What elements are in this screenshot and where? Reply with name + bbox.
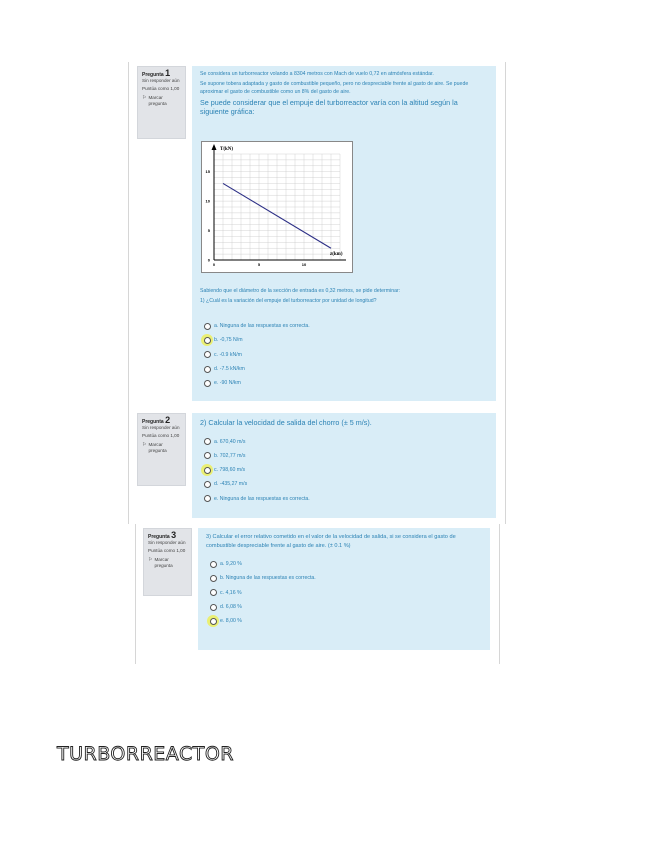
- thrust-altitude-chart: [201, 141, 353, 273]
- frame-line-right: [505, 62, 506, 524]
- question-score: Puntúa como 1,00: [142, 86, 180, 92]
- answer-option-label: a. 9,20 %: [220, 561, 242, 568]
- question-prompt: 3) Calcular el error relativo cometido en el valor de la velocidad de salida, si se considera el gasto de combustible despreciable frente al gasto de aire. (± 0.1 %): [206, 534, 456, 549]
- answer-option[interactable]: [204, 492, 488, 506]
- frame-line-left: [128, 62, 129, 524]
- answer-option-label: c. -0.9 kN/m: [214, 351, 242, 358]
- answer-option[interactable]: [210, 571, 482, 585]
- flag-question-label: Marcar pregunta: [154, 556, 173, 568]
- answer-option[interactable]: [210, 586, 482, 600]
- frame-line-left-lower: [135, 524, 136, 664]
- answer-option-label: c. 4,16 %: [220, 589, 242, 596]
- flag-icon: ⚐: [148, 556, 153, 563]
- question-status: Sin responder aún: [142, 78, 180, 84]
- y-tick-label: 15: [205, 169, 210, 175]
- answer-option[interactable]: [204, 319, 484, 333]
- answer-option-label: d. 6,08 %: [220, 604, 242, 611]
- flag-question-label: Marcar pregunta: [148, 94, 167, 106]
- answer-option-label: b. -0,75 N/m: [214, 337, 243, 344]
- question-content-2: [192, 413, 496, 518]
- question-content-3: [198, 528, 490, 650]
- x-axis-label: z(km): [330, 252, 343, 257]
- radio-button[interactable]: [204, 452, 211, 459]
- svg-text:TURBORREACTOR: TURBORREACTOR: [57, 743, 234, 765]
- question-after-chart-text-1: Sabiendo que el diámetro de la sección de entrada es 0,32 metros, se pide determinar:: [200, 288, 401, 294]
- radio-button[interactable]: [204, 481, 211, 488]
- handwritten-note: [55, 740, 235, 766]
- y-axis-label: T(kN): [220, 147, 234, 152]
- answer-option[interactable]: [210, 600, 482, 614]
- answer-option-label: c. 798,60 m/s: [214, 467, 246, 474]
- radio-button[interactable]: [204, 438, 211, 445]
- radio-button[interactable]: [204, 337, 211, 344]
- answer-options-2: [204, 434, 488, 505]
- y-axis-arrow: [212, 144, 217, 150]
- radio-button[interactable]: [204, 495, 211, 502]
- answer-option[interactable]: [204, 348, 484, 362]
- frame-line-right-lower: [499, 524, 500, 664]
- answer-option-label: a. 670,40 m/s: [214, 438, 246, 445]
- answer-option[interactable]: [204, 463, 488, 477]
- y-tick-label: 5: [207, 228, 210, 234]
- radio-button[interactable]: [210, 589, 217, 596]
- flag-question-button[interactable]: [142, 95, 181, 107]
- answer-option-label: d. -435,27 m/s: [214, 481, 248, 488]
- radio-button[interactable]: [204, 380, 211, 387]
- answer-option-label: b. 702,77 m/s: [214, 452, 246, 459]
- flag-question-button[interactable]: [142, 442, 181, 454]
- answer-option[interactable]: [204, 333, 484, 347]
- answer-option-label: a. Ninguna de las respuestas es correcta.: [214, 323, 310, 330]
- y-tick-label: 10: [205, 198, 210, 204]
- question-after-chart: [200, 287, 490, 305]
- x-tick-label: 5: [257, 262, 261, 267]
- question-number: Pregunta 1: [142, 68, 171, 78]
- flag-icon: ⚐: [142, 441, 147, 448]
- question-number: Pregunta 2: [142, 415, 171, 425]
- answer-option[interactable]: [204, 434, 488, 448]
- y-tick-label: 0: [207, 257, 210, 263]
- answer-option[interactable]: [204, 376, 484, 390]
- answer-option[interactable]: [210, 557, 482, 571]
- answer-option[interactable]: [204, 449, 488, 463]
- x-tick-label: 10: [301, 262, 307, 267]
- answer-options-1: [204, 319, 484, 390]
- question-after-chart-text-2: 1) ¿Cuál es la variación del empuje del turborreactor por unidad de longitud?: [200, 298, 377, 304]
- answer-option[interactable]: [204, 362, 484, 376]
- flag-question-label: Marcar pregunta: [148, 441, 167, 453]
- chart-svg: [202, 142, 352, 272]
- question-number: Pregunta 3: [148, 530, 177, 540]
- question-score: Puntúa como 1,00: [142, 433, 180, 439]
- answer-option[interactable]: [204, 477, 488, 491]
- question-intro-2: Se supone tobera adaptada y gasto de combustible pequeño, pero no despreciable frente al gasto de aire. Se puede aproximar el gasto de combustible como un 8% del gasto de aire.: [200, 81, 469, 95]
- radio-button[interactable]: [210, 575, 217, 582]
- question-prompt: Se puede considerar que el empuje del turborreactor varía con la altitud según la siguiente gráfica:: [200, 98, 458, 117]
- radio-button[interactable]: [210, 604, 217, 611]
- radio-button[interactable]: [210, 618, 217, 625]
- radio-button[interactable]: [204, 366, 211, 373]
- answer-options-3: [210, 557, 482, 628]
- answer-option-label: b. Ninguna de las respuestas es correcta.: [220, 575, 316, 582]
- question-prompt: 2) Calcular la velocidad de salida del chorro (± 5 m/s).: [200, 418, 372, 427]
- question-status: Sin responder aún: [148, 540, 186, 546]
- question-intro-1: Se considera un turborreactor volando a 8304 metros con Mach de vuelo 0,72 en atmósfera estándar.: [200, 71, 434, 77]
- answer-option-label: e. Ninguna de las respuestas es correcta.: [214, 495, 310, 502]
- radio-button[interactable]: [204, 467, 211, 474]
- answer-option-label: e. -90 N/km: [214, 380, 241, 387]
- answer-option-label: d. -7.5 kN/km: [214, 366, 245, 373]
- radio-button[interactable]: [204, 323, 211, 330]
- question-info-2: [137, 413, 186, 486]
- question-info-1: [137, 66, 186, 139]
- question-status: Sin responder aún: [142, 425, 180, 431]
- radio-button[interactable]: [204, 351, 211, 358]
- answer-option[interactable]: [210, 614, 482, 628]
- question-score: Puntúa como 1,00: [148, 548, 186, 554]
- question-info-3: [143, 528, 192, 596]
- answer-option-label: e. 8,00 %: [220, 618, 242, 625]
- x-tick-label: 0: [212, 262, 216, 267]
- radio-button[interactable]: [210, 561, 217, 568]
- flag-question-button[interactable]: [148, 557, 187, 569]
- flag-icon: ⚐: [142, 94, 147, 101]
